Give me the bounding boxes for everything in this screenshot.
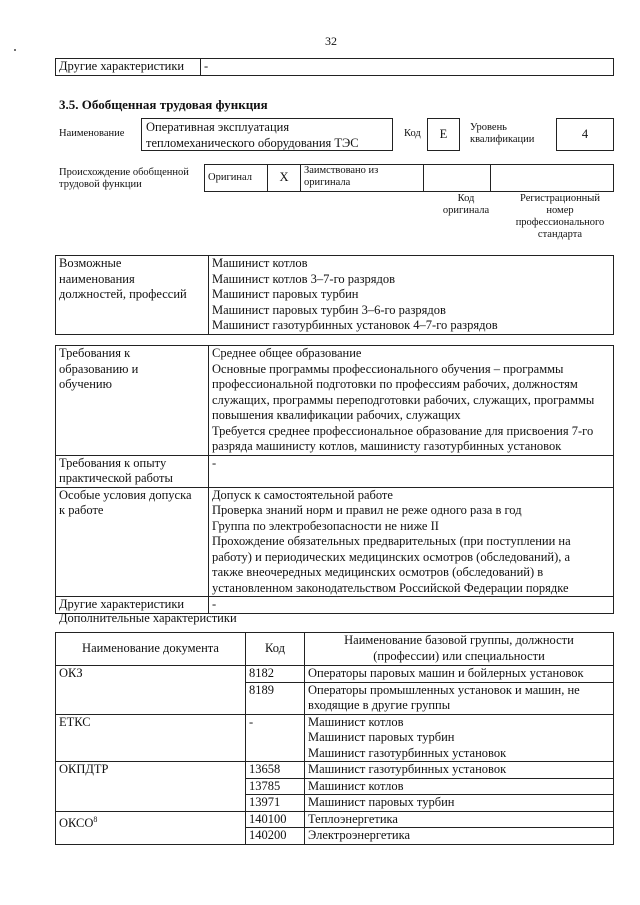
top-other-characteristics-table	[55, 58, 614, 76]
education-line: Основные программы профессионального обучения – программы	[212, 361, 564, 376]
borrowed-line: Заимствовано из	[304, 165, 379, 176]
name-cell	[305, 682, 614, 714]
caption-line: оригинала	[442, 205, 490, 216]
position-item: Машинист газотурбинных установок 4–7-го разрядов	[212, 318, 498, 332]
education-label-line: Требования к	[59, 346, 131, 360]
name-cell: Операторы паровых машин и бойлерных установок	[305, 666, 614, 683]
conditions-line: Проверка знаний норм и правил не реже одного раза в год	[212, 503, 522, 517]
origin-label	[59, 167, 189, 191]
name-cell: Электроэнергетика	[305, 828, 614, 845]
name-cell: Машинист котлов	[305, 778, 614, 795]
top-other-label: Другие характеристики	[56, 59, 201, 76]
original-code-caption	[433, 193, 499, 217]
caption-line: Код	[457, 193, 475, 204]
origin-table	[204, 164, 614, 192]
name-line: Операторы промышленных установок и машин, не	[308, 682, 580, 697]
position-item: Машинист котлов	[212, 256, 308, 270]
registration-number-caption	[505, 193, 615, 241]
conditions-value	[209, 487, 614, 597]
position-item: Машинист котлов 3–7-го разрядов	[212, 271, 396, 286]
code-label: Код	[404, 128, 421, 139]
name-label: Наименование	[59, 128, 125, 139]
code-value: E	[439, 127, 448, 141]
code-cell: 13658	[246, 762, 305, 779]
positions-label	[56, 256, 209, 335]
conditions-label-line: Особые условия допуска	[59, 487, 192, 502]
positions-list	[209, 256, 614, 335]
header-name-line: (профессии) или специальности	[373, 648, 545, 663]
position-item: Машинист паровых турбин	[212, 287, 359, 301]
footnote-mark: 8	[93, 814, 98, 824]
header-code: Код	[246, 633, 305, 666]
education-line: служащих, программы переподготовки рабочих, служащих, программы	[212, 392, 595, 407]
code-cell: 8189	[246, 682, 305, 714]
other-characteristics-label: Другие характеристики	[56, 597, 209, 614]
doc-okpdtr: ОКПДТР	[56, 762, 246, 812]
conditions-line: также внеочередных медицинских осмотров (обследований) в	[212, 565, 544, 579]
code-cell: 8182	[246, 666, 305, 683]
conditions-line: работу) и периодических медицинских осмотров (обследований), а	[212, 549, 571, 564]
name-line: Машинист котлов	[308, 714, 404, 729]
additional-title: Дополнительные характеристики	[59, 611, 237, 625]
code-value-box	[427, 118, 460, 151]
doc-okso	[56, 811, 246, 844]
education-label-line: образованию и	[59, 361, 139, 376]
education-line: разряда машинисту котлов, машинисту газотурбинных установок	[212, 439, 562, 453]
education-line: профессиональной подготовки по профессиям рабочих, должностям	[212, 377, 578, 391]
positions-label-line: Возможные	[59, 256, 122, 270]
caption-line: Регистрационный	[520, 193, 600, 204]
caption-line: номер	[546, 205, 574, 216]
registration-number-cell	[491, 165, 614, 192]
name-cell: Теплоэнергетика	[305, 811, 614, 828]
name-cell: Машинист паровых турбин	[305, 795, 614, 812]
doc-etks: ЕТКС	[56, 714, 246, 762]
requirements-table	[55, 345, 614, 614]
name-cell	[305, 714, 614, 762]
level-label-line: Уровень	[470, 122, 507, 133]
education-line: повышения квалификации рабочих, служащих	[212, 408, 461, 422]
code-cell: 13785	[246, 778, 305, 795]
doc-okso-label: ОКСО	[59, 815, 94, 830]
name-line: Машинист паровых турбин	[308, 730, 455, 744]
experience-label-line: Требования к опыту	[59, 455, 167, 470]
code-cell: 13971	[246, 795, 305, 812]
experience-label-line: практической работы	[59, 471, 173, 485]
conditions-label	[56, 487, 209, 597]
positions-label-line: должностей, профессий	[59, 287, 187, 301]
function-name-box	[141, 118, 393, 151]
code-cell: -	[246, 714, 305, 762]
code-cell: 140100	[246, 811, 305, 828]
function-name-line: тепломеханического оборудования ТЭС	[146, 135, 359, 150]
code-cell: 140200	[246, 828, 305, 845]
other-characteristics-value: -	[209, 597, 614, 614]
origin-label-line: трудовой функции	[59, 179, 142, 190]
top-other-value: -	[201, 59, 614, 76]
level-label-line: квалификации	[470, 134, 535, 145]
position-item: Машинист паровых турбин 3–6-го разрядов	[212, 302, 446, 317]
conditions-line: Допуск к самостоятельной работе	[212, 487, 393, 502]
header-name-line: Наименование базовой группы, должности	[344, 633, 574, 647]
education-value	[209, 346, 614, 456]
header-doc: Наименование документа	[56, 633, 246, 666]
level-label	[470, 122, 534, 146]
education-line: Среднее общее образование	[212, 346, 362, 360]
conditions-label-line: к работе	[59, 503, 104, 517]
function-name-line: Оперативная эксплуатация	[146, 120, 290, 134]
conditions-line: Группа по электробезопасности не ниже II	[212, 518, 439, 533]
scan-speck	[14, 49, 16, 51]
original-code-cell	[424, 165, 491, 192]
name-line: входящие в другие группы	[308, 698, 451, 712]
additional-table	[55, 632, 614, 845]
positions-table	[55, 255, 614, 335]
experience-label	[56, 455, 209, 487]
header-name	[305, 633, 614, 666]
origin-label-line: Происхождение обобщенной	[59, 167, 189, 178]
level-value-box	[556, 118, 614, 151]
doc-okz: ОКЗ	[56, 666, 246, 715]
education-label	[56, 346, 209, 456]
positions-label-line: наименования	[59, 271, 135, 286]
name-cell: Машинист газотурбинных установок	[305, 762, 614, 779]
original-mark: X	[268, 165, 301, 192]
section-title: 3.5. Обобщенная трудовая функция	[59, 97, 268, 112]
conditions-line: установленном законодательством Российской Федерации порядке	[212, 580, 569, 595]
caption-line: профессионального	[515, 217, 605, 228]
level-value: 4	[581, 127, 589, 141]
borrowed-line: оригинала	[304, 177, 351, 188]
education-line: Требуется среднее профессиональное образование для присвоения 7-го	[212, 423, 594, 438]
conditions-line: Прохождение обязательных предварительных (при поступлении на	[212, 534, 571, 548]
caption-line: стандарта	[537, 229, 583, 240]
page-number: 32	[325, 34, 337, 48]
original-label: Оригинал	[205, 165, 268, 192]
education-label-line: обучению	[59, 377, 112, 391]
name-line: Машинист газотурбинных установок	[308, 745, 507, 760]
experience-value: -	[209, 455, 614, 487]
borrowed-cell	[301, 165, 424, 192]
